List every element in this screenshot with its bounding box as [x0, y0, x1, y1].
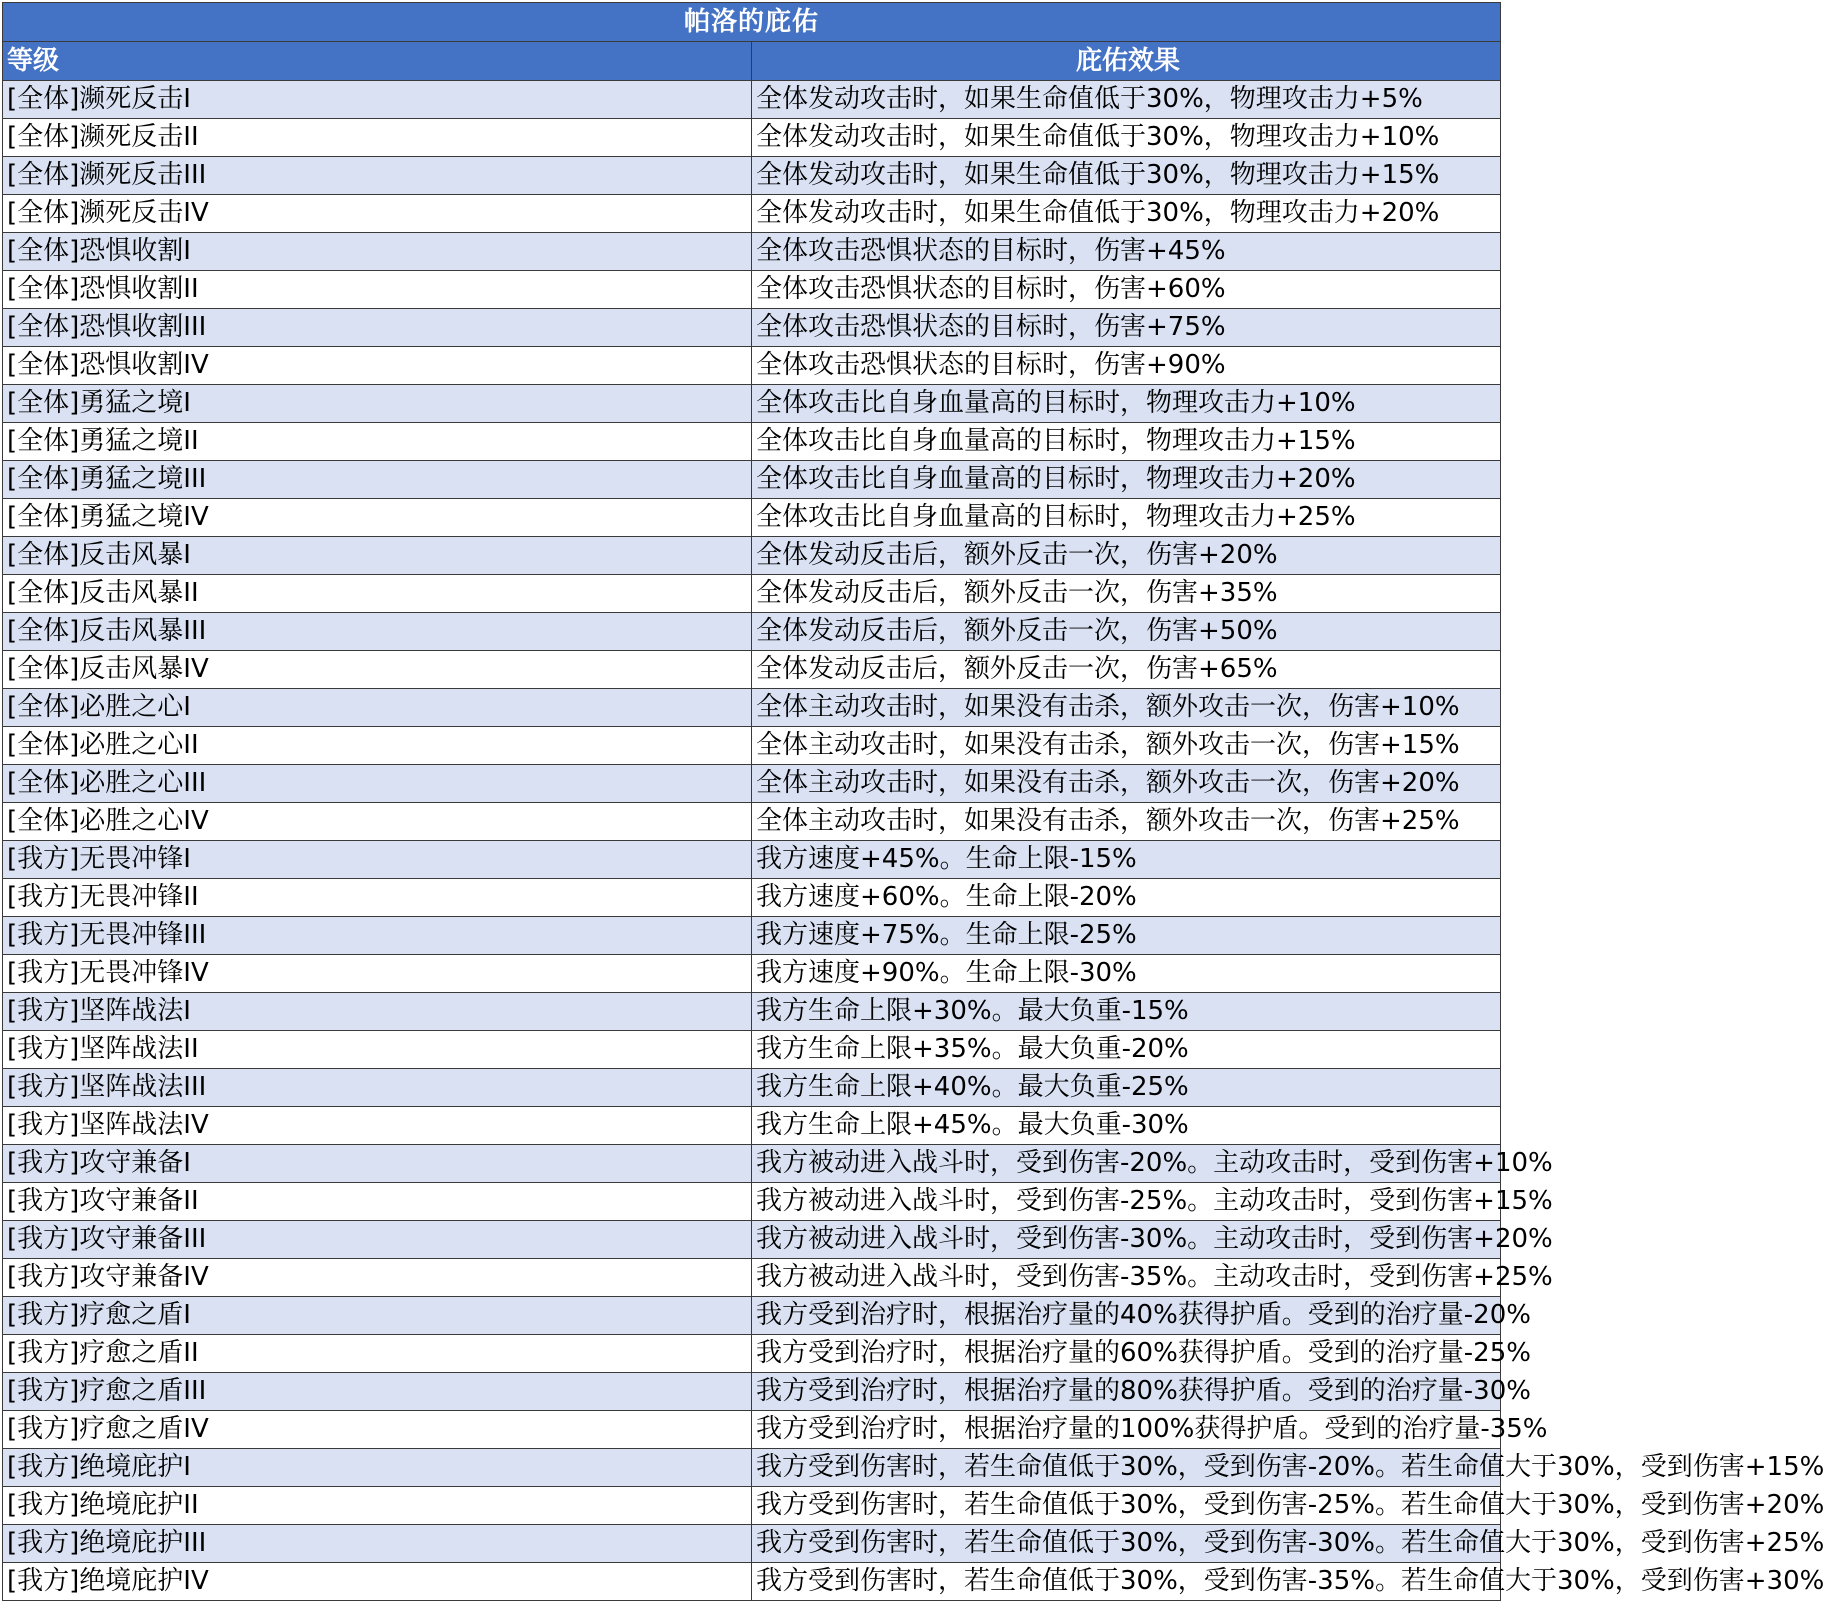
table-row	[3, 803, 1501, 841]
level-cell: [我方]坚阵战法I	[3, 993, 752, 1031]
level-cell: [全体]恐惧收割II	[3, 271, 752, 309]
effect-cell: 我方受到伤害时，若生命值低于30%，受到伤害-20%。若生命值大于30%，受到伤害+15%	[752, 1449, 1501, 1487]
effect-cell: 我方生命上限+35%。最大负重-20%	[752, 1031, 1501, 1069]
table-row	[3, 1563, 1501, 1601]
effect-cell: 全体攻击比自身血量高的目标时，物理攻击力+15%	[752, 423, 1501, 461]
level-cell: [全体]必胜之心IV	[3, 803, 752, 841]
table-row	[3, 765, 1501, 803]
effect-cell: 我方生命上限+30%。最大负重-15%	[752, 993, 1501, 1031]
table-row	[3, 499, 1501, 537]
table-row	[3, 537, 1501, 575]
effect-cell: 全体攻击比自身血量高的目标时，物理攻击力+10%	[752, 385, 1501, 423]
table-row	[3, 271, 1501, 309]
level-cell: [我方]坚阵战法IV	[3, 1107, 752, 1145]
level-cell: [全体]勇猛之境III	[3, 461, 752, 499]
level-cell: [全体]恐惧收割III	[3, 309, 752, 347]
effect-cell: 全体发动反击后，额外反击一次，伤害+65%	[752, 651, 1501, 689]
table-row	[3, 1373, 1501, 1411]
effect-cell: 全体发动攻击时，如果生命值低于30%，物理攻击力+10%	[752, 119, 1501, 157]
level-cell: [全体]勇猛之境II	[3, 423, 752, 461]
table-row	[3, 917, 1501, 955]
level-cell: [我方]绝境庇护I	[3, 1449, 752, 1487]
level-cell: [全体]濒死反击II	[3, 119, 752, 157]
table-row	[3, 841, 1501, 879]
level-cell: [全体]必胜之心I	[3, 689, 752, 727]
effect-cell: 全体发动反击后，额外反击一次，伤害+20%	[752, 537, 1501, 575]
table-row	[3, 461, 1501, 499]
effect-cell: 全体发动反击后，额外反击一次，伤害+50%	[752, 613, 1501, 651]
table-row	[3, 309, 1501, 347]
effect-cell: 全体攻击恐惧状态的目标时，伤害+90%	[752, 347, 1501, 385]
level-cell: [全体]恐惧收割I	[3, 233, 752, 271]
table-row	[3, 993, 1501, 1031]
effect-cell: 全体主动攻击时，如果没有击杀，额外攻击一次，伤害+15%	[752, 727, 1501, 765]
effect-cell: 全体攻击恐惧状态的目标时，伤害+75%	[752, 309, 1501, 347]
level-cell: [我方]疗愈之盾II	[3, 1335, 752, 1373]
level-cell: [我方]攻守兼备III	[3, 1221, 752, 1259]
table-row	[3, 727, 1501, 765]
header-level: 等级	[3, 42, 752, 81]
effect-cell: 我方受到治疗时，根据治疗量的40%获得护盾。受到的治疗量-20%	[752, 1297, 1501, 1335]
effect-cell: 全体发动攻击时，如果生命值低于30%，物理攻击力+5%	[752, 81, 1501, 119]
level-cell: [全体]濒死反击III	[3, 157, 752, 195]
effect-cell: 全体主动攻击时，如果没有击杀，额外攻击一次，伤害+10%	[752, 689, 1501, 727]
effect-cell: 我方速度+75%。生命上限-25%	[752, 917, 1501, 955]
table-row	[3, 233, 1501, 271]
effect-cell: 我方被动进入战斗时，受到伤害-20%。主动攻击时，受到伤害+10%	[752, 1145, 1501, 1183]
effect-cell: 全体发动攻击时，如果生命值低于30%，物理攻击力+15%	[752, 157, 1501, 195]
level-cell: [我方]攻守兼备II	[3, 1183, 752, 1221]
table-row	[3, 1525, 1501, 1563]
table-row	[3, 195, 1501, 233]
effect-cell: 我方受到治疗时，根据治疗量的60%获得护盾。受到的治疗量-25%	[752, 1335, 1501, 1373]
table-row	[3, 1297, 1501, 1335]
table-row	[3, 119, 1501, 157]
level-cell: [我方]疗愈之盾IV	[3, 1411, 752, 1449]
effect-cell: 我方受到治疗时，根据治疗量的80%获得护盾。受到的治疗量-30%	[752, 1373, 1501, 1411]
level-cell: [全体]勇猛之境I	[3, 385, 752, 423]
table-row	[3, 575, 1501, 613]
level-cell: [全体]勇猛之境IV	[3, 499, 752, 537]
table-title: 帕洛的庇佑	[3, 3, 1501, 42]
effect-cell: 我方生命上限+45%。最大负重-30%	[752, 1107, 1501, 1145]
effect-cell: 我方速度+60%。生命上限-20%	[752, 879, 1501, 917]
effect-cell: 全体主动攻击时，如果没有击杀，额外攻击一次，伤害+20%	[752, 765, 1501, 803]
level-cell: [我方]绝境庇护II	[3, 1487, 752, 1525]
blessing-table	[2, 2, 1824, 1601]
level-cell: [我方]坚阵战法II	[3, 1031, 752, 1069]
level-cell: [全体]反击风暴IV	[3, 651, 752, 689]
level-cell: [我方]攻守兼备IV	[3, 1259, 752, 1297]
effect-cell: 我方受到治疗时，根据治疗量的100%获得护盾。受到的治疗量-35%	[752, 1411, 1501, 1449]
table-row	[3, 1221, 1501, 1259]
effect-cell: 我方受到伤害时，若生命值低于30%，受到伤害-25%。若生命值大于30%，受到伤害+20%	[752, 1487, 1501, 1525]
level-cell: [我方]疗愈之盾III	[3, 1373, 752, 1411]
level-cell: [全体]恐惧收割IV	[3, 347, 752, 385]
table-row	[3, 347, 1501, 385]
table-row	[3, 1145, 1501, 1183]
level-cell: [我方]攻守兼备I	[3, 1145, 752, 1183]
effect-cell: 全体攻击比自身血量高的目标时，物理攻击力+20%	[752, 461, 1501, 499]
table-row	[3, 1031, 1501, 1069]
level-cell: [全体]濒死反击IV	[3, 195, 752, 233]
level-cell: [全体]反击风暴I	[3, 537, 752, 575]
table-row	[3, 651, 1501, 689]
table-row	[3, 955, 1501, 993]
table-row	[3, 81, 1501, 119]
effect-cell: 全体攻击比自身血量高的目标时，物理攻击力+25%	[752, 499, 1501, 537]
level-cell: [我方]无畏冲锋IV	[3, 955, 752, 993]
table-row	[3, 1259, 1501, 1297]
effect-cell: 全体发动攻击时，如果生命值低于30%，物理攻击力+20%	[752, 195, 1501, 233]
table-row	[3, 1183, 1501, 1221]
table-row	[3, 1107, 1501, 1145]
table-body	[3, 81, 1824, 1601]
level-cell: [我方]无畏冲锋III	[3, 917, 752, 955]
effect-cell: 我方受到伤害时，若生命值低于30%，受到伤害-30%。若生命值大于30%，受到伤害+25%	[752, 1525, 1501, 1563]
level-cell: [全体]必胜之心II	[3, 727, 752, 765]
level-cell: [我方]无畏冲锋I	[3, 841, 752, 879]
table-row	[3, 689, 1501, 727]
level-cell: [我方]绝境庇护IV	[3, 1563, 752, 1601]
table-row	[3, 157, 1501, 195]
effect-cell: 全体攻击恐惧状态的目标时，伤害+60%	[752, 271, 1501, 309]
table-header-row	[3, 42, 1501, 81]
effect-cell: 我方被动进入战斗时，受到伤害-35%。主动攻击时，受到伤害+25%	[752, 1259, 1501, 1297]
table-title-row	[3, 3, 1501, 42]
level-cell: [我方]绝境庇护III	[3, 1525, 752, 1563]
effect-cell: 我方生命上限+40%。最大负重-25%	[752, 1069, 1501, 1107]
effect-cell: 我方速度+45%。生命上限-15%	[752, 841, 1501, 879]
effect-cell: 我方被动进入战斗时，受到伤害-25%。主动攻击时，受到伤害+15%	[752, 1183, 1501, 1221]
table-row	[3, 1487, 1501, 1525]
effect-cell: 我方受到伤害时，若生命值低于30%，受到伤害-35%。若生命值大于30%，受到伤害+30%	[752, 1563, 1501, 1601]
level-cell: [全体]濒死反击I	[3, 81, 752, 119]
effect-cell: 我方被动进入战斗时，受到伤害-30%。主动攻击时，受到伤害+20%	[752, 1221, 1501, 1259]
level-cell: [我方]无畏冲锋II	[3, 879, 752, 917]
effect-cell: 全体发动反击后，额外反击一次，伤害+35%	[752, 575, 1501, 613]
level-cell: [我方]疗愈之盾I	[3, 1297, 752, 1335]
table-row	[3, 1411, 1501, 1449]
effect-cell: 全体主动攻击时，如果没有击杀，额外攻击一次，伤害+25%	[752, 803, 1501, 841]
table-row	[3, 1069, 1501, 1107]
effect-cell: 我方速度+90%。生命上限-30%	[752, 955, 1501, 993]
table-row	[3, 613, 1501, 651]
table-row	[3, 423, 1501, 461]
level-cell: [我方]坚阵战法III	[3, 1069, 752, 1107]
level-cell: [全体]反击风暴II	[3, 575, 752, 613]
table-row	[3, 879, 1501, 917]
level-cell: [全体]反击风暴III	[3, 613, 752, 651]
table-row	[3, 1335, 1501, 1373]
table-row	[3, 1449, 1501, 1487]
effect-cell: 全体攻击恐惧状态的目标时，伤害+45%	[752, 233, 1501, 271]
level-cell: [全体]必胜之心III	[3, 765, 752, 803]
header-effect: 庇佑效果	[752, 42, 1501, 81]
table-row	[3, 385, 1501, 423]
